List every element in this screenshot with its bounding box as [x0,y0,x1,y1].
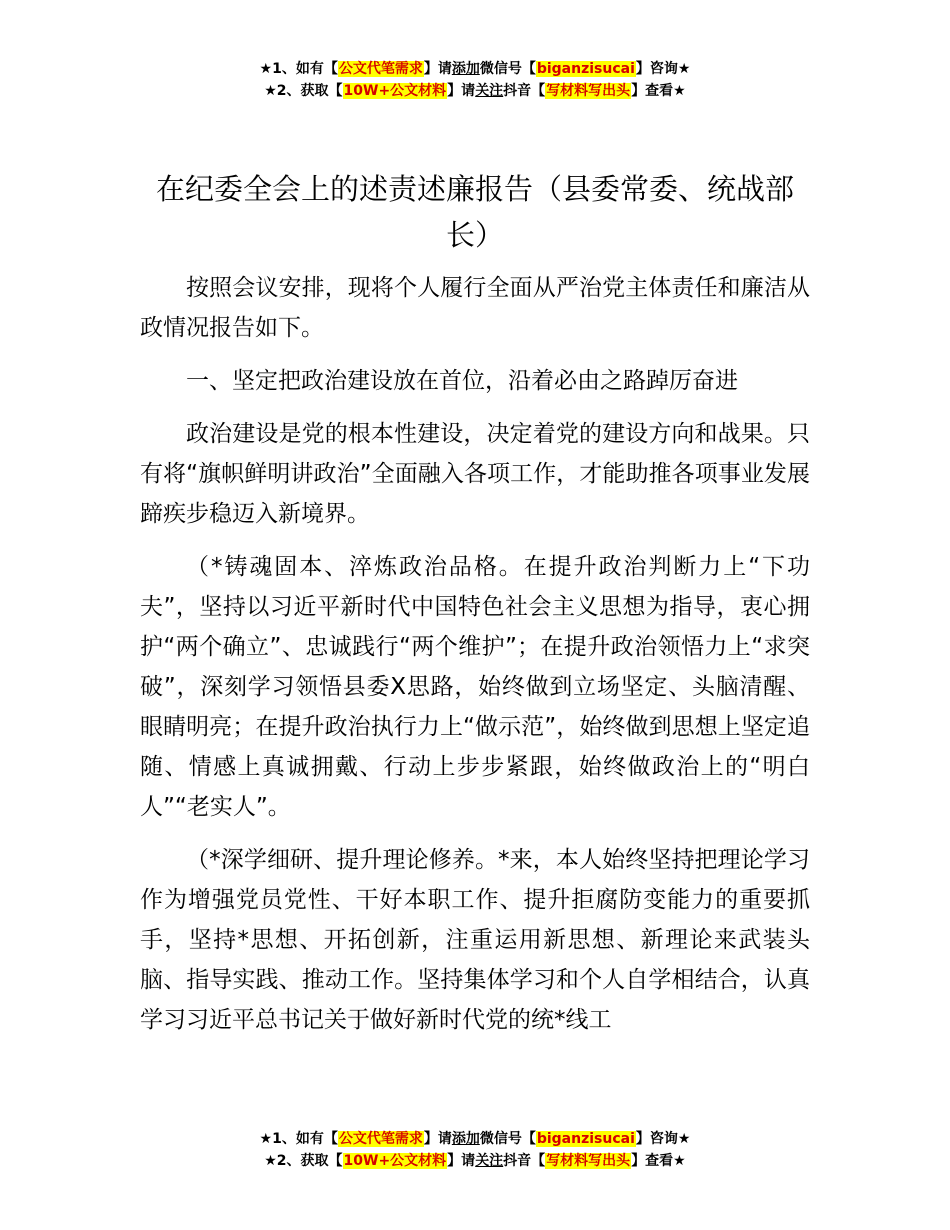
document-body [140,268,810,1053]
banner-line-2: ★2、获取【10W+公文材料】请关注抖音【写材料写出头】查看★ [264,83,686,99]
paragraph-theory-study: （*深学细研、提升理论修养。*来，本人始终坚持把理论学习作为增强党员党性、干好本职工作、提升拒腐防变能力的重要抓手，坚持*思想、开拓创新，注重运用新思想、新理论来武装头脑、指导实践、推动工作。坚持集体学习和个人自学相结合，认真学习习近平总书记关于做好新时代党的统*线工 [140,847,810,1033]
highlight-douyin: 写材料写出头 [546,83,631,99]
highlight-materials: 10W+公文材料 [343,83,447,99]
footer-banner [0,1128,950,1172]
highlight-service: 公文代笔需求 [338,61,423,77]
banner-line-1: ★1、如有【公文代笔需求】请添加微信号【biganzisucai】咨询★ [259,1131,691,1147]
banner-line-2: ★2、获取【10W+公文材料】请关注抖音【写材料写出头】查看★ [264,1153,686,1169]
highlight-douyin: 写材料写出头 [546,1153,631,1169]
paragraph-intro: 按照会议安排，现将个人履行全面从严治党主体责任和廉洁从政情况报告如下。 [140,275,810,341]
highlight-materials: 10W+公文材料 [343,1153,447,1169]
section-heading-1: 一、坚定把政治建设放在首位，沿着必由之路踔厉奋进 [186,368,738,394]
banner-line-1: ★1、如有【公文代笔需求】请添加微信号【biganzisucai】咨询★ [259,61,691,77]
document-title: 在纪委全会上的述责述廉报告（县委常委、统战部长） [155,172,794,252]
header-banner [0,58,950,102]
paragraph-political-building: 政治建设是党的根本性建设，决定着党的建设方向和战果。只有将“旗帜鲜明讲政治”全面融入各项工作，才能助推各项事业发展蹄疾步稳迈入新境界。 [140,421,810,527]
highlight-service: 公文代笔需求 [338,1131,423,1147]
paragraph-political-character: （*铸魂固本、淬炼政治品格。在提升政治判断力上“下功夫”，坚持以习近平新时代中国特色社会主义思想为指导，衷心拥护“两个确立”、忠诚践行“两个维护”；在提升政治领悟力上“求突破”，深刻学习领悟县委X思路，始终做到立场坚定、头脑清醒、眼睛明亮；在提升政治执行力上“做示范”，始终做到思想上坚定追随、情感上真诚拥戴、行动上步步紧跟，始终做政治上的“明白人”“老实人”。 [140,554,810,820]
highlight-wechat-id: biganzisucai [536,1131,635,1147]
highlight-wechat-id: biganzisucai [536,61,635,77]
